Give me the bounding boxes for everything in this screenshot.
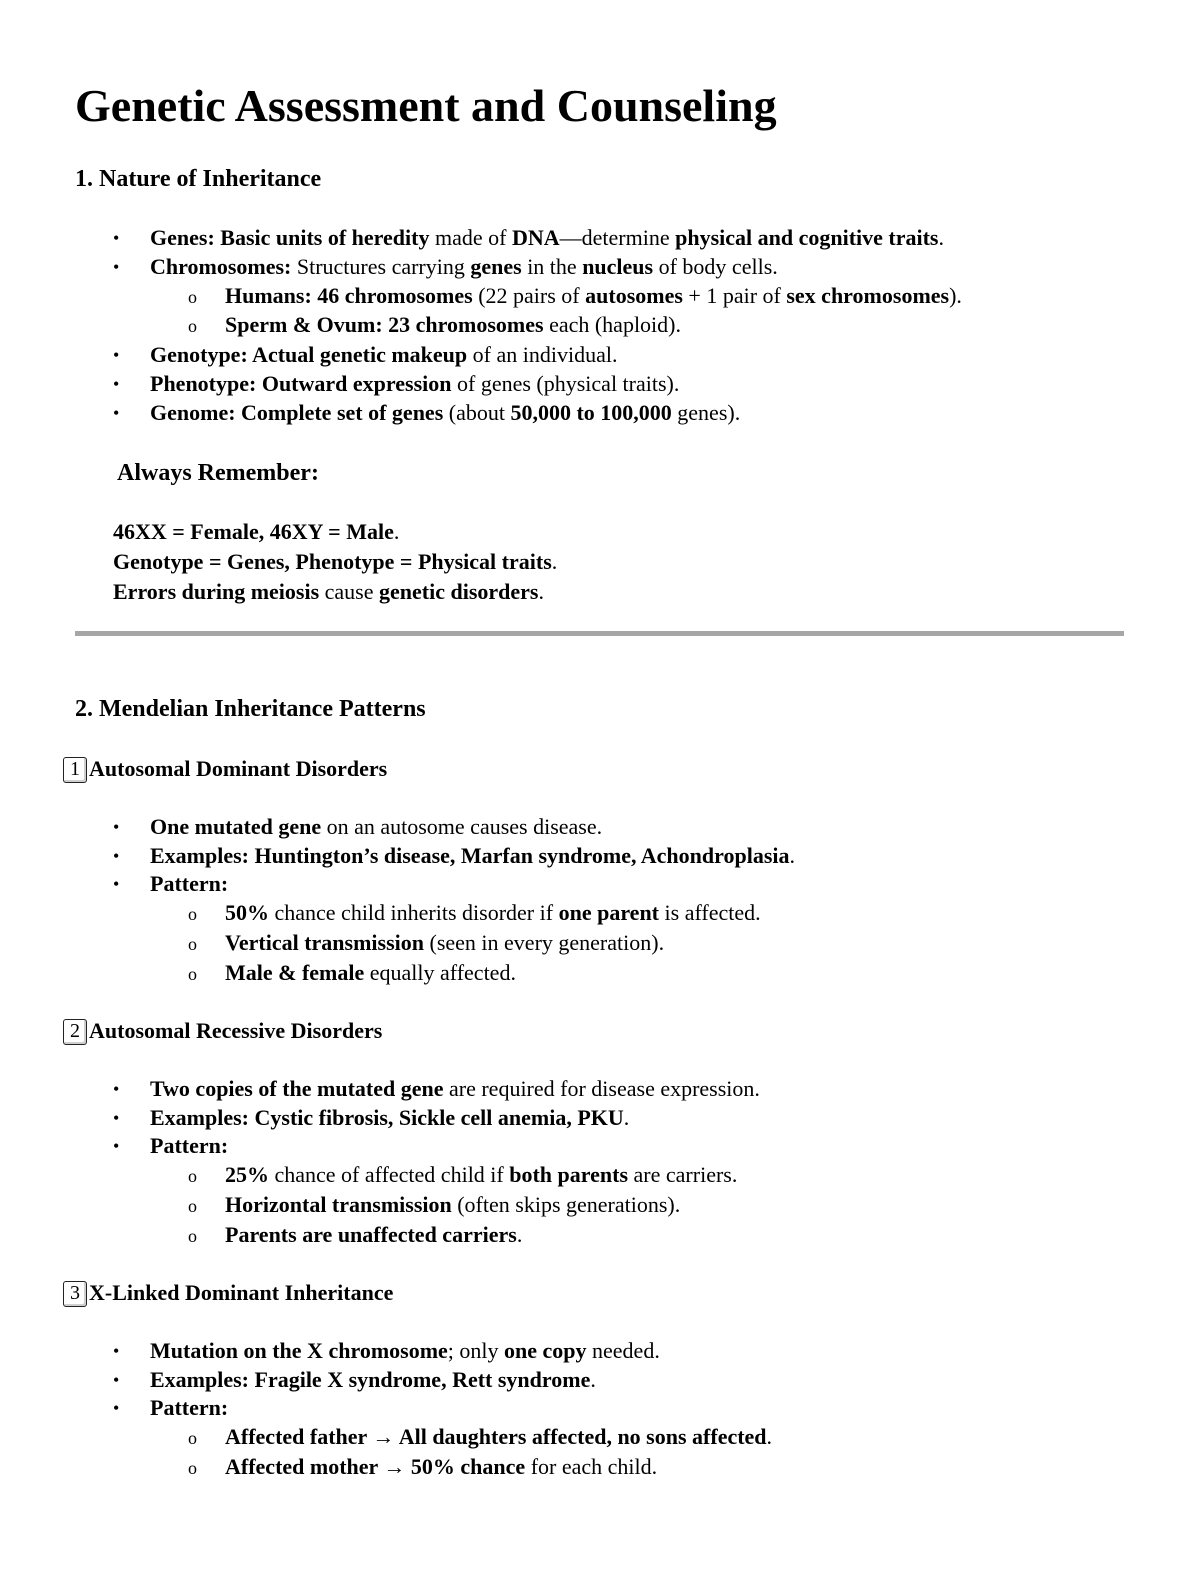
- list-item: [225, 1161, 737, 1189]
- bold-text: Errors during meiosis: [113, 579, 320, 604]
- bold-text: sex chromosomes: [786, 283, 950, 308]
- list-item: [150, 1337, 660, 1365]
- list-item: [150, 1104, 629, 1132]
- text: ; only: [447, 1338, 505, 1363]
- bold-text: Horizontal transmission: [225, 1192, 452, 1217]
- bullet-marker: •: [113, 874, 120, 894]
- bullet-marker: •: [113, 345, 120, 365]
- number-box-icon: 2: [63, 1019, 87, 1045]
- text: (about: [443, 400, 511, 425]
- list-item: [225, 1191, 680, 1219]
- bold-text: Genome: Complete set of genes: [150, 400, 444, 425]
- text: (seen in every generation).: [424, 930, 665, 955]
- text: .: [393, 519, 400, 544]
- bullet-marker: •: [113, 1370, 120, 1390]
- text: ).: [949, 283, 962, 308]
- bold-text: Affected father → All daughters affected, no sons affected: [225, 1424, 767, 1449]
- text: .: [516, 1222, 523, 1247]
- list-item: [150, 253, 778, 281]
- subsection-title: Autosomal Dominant Disorders: [89, 756, 388, 781]
- text: made of: [429, 225, 512, 250]
- bold-text: Examples: Cystic fibrosis, Sickle cell anemia, PKU: [150, 1105, 624, 1130]
- bullet-marker: •: [113, 1398, 120, 1418]
- bold-text: DNA: [511, 225, 560, 250]
- sub-bullet-marker: o: [188, 1166, 197, 1186]
- bold-text: autosomes: [585, 283, 683, 308]
- bullet-marker: •: [113, 846, 120, 866]
- sub-bullet-marker: o: [188, 1428, 197, 1448]
- bullet-marker: •: [113, 1341, 120, 1361]
- bold-text: Parents are unaffected carriers: [225, 1222, 517, 1247]
- bullet-marker: •: [113, 374, 120, 394]
- text: of an individual.: [467, 342, 618, 367]
- text: .: [938, 225, 944, 250]
- bold-text: genetic disorders: [379, 579, 539, 604]
- bold-text: 46XX = Female, 46XY = Male: [113, 519, 394, 544]
- sub-bullet-marker: o: [188, 934, 197, 954]
- sub-bullet-marker: o: [188, 904, 197, 924]
- list-item: [150, 1394, 228, 1422]
- document-title: Genetic Assessment and Counseling: [75, 80, 777, 131]
- bold-text: 50%: [225, 900, 269, 925]
- text: + 1 pair of: [682, 283, 787, 308]
- bold-text: Pattern:: [150, 1395, 229, 1420]
- list-item: [225, 1453, 657, 1481]
- remember-heading: Always Remember:: [117, 460, 319, 486]
- bullet-marker: •: [113, 817, 120, 837]
- sub-bullet-marker: o: [188, 964, 197, 984]
- bold-text: Genotype: Actual genetic makeup: [150, 342, 468, 367]
- bullet-marker: •: [113, 1108, 120, 1128]
- bold-text: Genotype = Genes, Phenotype = Physical traits: [113, 549, 552, 574]
- number-box-icon: 3: [63, 1281, 87, 1307]
- bullet-marker: •: [113, 1136, 120, 1156]
- number-box-icon: 1: [63, 757, 87, 783]
- list-item: [150, 1075, 760, 1103]
- text: (22 pairs of: [472, 283, 586, 308]
- text: is affected.: [659, 900, 761, 925]
- bold-text: Sperm & Ovum: 23 chromosomes: [225, 312, 544, 337]
- list-item: [225, 959, 516, 987]
- text: .: [590, 1367, 596, 1392]
- bullet-marker: •: [113, 1079, 120, 1099]
- text: .: [551, 549, 558, 574]
- bold-text: physical and cognitive traits: [675, 225, 939, 250]
- bold-text: Examples: Fragile X syndrome, Rett syndrome: [150, 1367, 591, 1392]
- bullet-marker: •: [113, 403, 120, 423]
- bold-text: nucleus: [582, 254, 654, 279]
- text: (often skips generations).: [451, 1192, 681, 1217]
- text: of body cells.: [653, 254, 778, 279]
- bold-text: Male & female: [225, 960, 365, 985]
- bold-text: One mutated gene: [150, 814, 322, 839]
- text: in the: [521, 254, 583, 279]
- bold-text: genes: [470, 254, 522, 279]
- bold-text: Vertical transmission: [225, 930, 425, 955]
- section-2-heading: 2. Mendelian Inheritance Patterns: [75, 696, 426, 722]
- bold-text: Pattern:: [150, 1133, 229, 1158]
- text: are carriers.: [628, 1162, 738, 1187]
- text: .: [623, 1105, 630, 1130]
- list-item: [150, 1366, 596, 1394]
- remember-line: [113, 548, 557, 576]
- bold-text: Mutation on the X chromosome: [150, 1338, 448, 1363]
- list-item: [225, 929, 664, 957]
- sub-bullet-marker: o: [188, 1226, 197, 1246]
- text: each (haploid).: [543, 312, 681, 337]
- bold-text: one parent: [558, 900, 660, 925]
- subsection-heading: [63, 755, 387, 783]
- text: chance child inherits disorder if: [269, 900, 559, 925]
- bold-text: Two copies of the mutated gene: [150, 1076, 444, 1101]
- list-item: [225, 311, 681, 339]
- list-item: [150, 1132, 228, 1160]
- text: equally affected.: [364, 960, 516, 985]
- bullet-marker: •: [113, 228, 120, 248]
- remember-line: [113, 518, 399, 546]
- bold-text: Pattern:: [150, 871, 229, 896]
- bold-text: 50,000 to 100,000: [510, 400, 672, 425]
- sub-bullet-marker: o: [188, 316, 197, 336]
- subsection-heading: [63, 1279, 393, 1307]
- text: of genes (physical traits).: [451, 371, 680, 396]
- list-item: [225, 1221, 522, 1249]
- list-item: [150, 842, 795, 870]
- bold-text: 25%: [225, 1162, 269, 1187]
- list-item: [225, 1423, 772, 1451]
- list-item: [225, 899, 761, 927]
- horizontal-divider: [75, 631, 1124, 636]
- bold-text: Genes: Basic units of heredity: [150, 225, 430, 250]
- remember-line: [113, 578, 544, 606]
- subsection-heading: [63, 1017, 382, 1045]
- list-item: [150, 370, 679, 398]
- text: Structures carrying: [291, 254, 471, 279]
- text: cause: [319, 579, 380, 604]
- bullet-marker: •: [113, 257, 120, 277]
- text: —determine: [559, 225, 676, 250]
- bold-text: Humans: 46 chromosomes: [225, 283, 473, 308]
- list-item: [150, 870, 228, 898]
- text: .: [766, 1424, 773, 1449]
- bold-text: Affected mother → 50% chance: [225, 1454, 526, 1479]
- text: needed.: [586, 1338, 660, 1363]
- section-1-heading: 1. Nature of Inheritance: [75, 166, 322, 192]
- text: .: [538, 579, 544, 604]
- list-item: [150, 341, 617, 369]
- text: chance of affected child if: [269, 1162, 510, 1187]
- bold-text: Examples: Huntington’s disease, Marfan syndrome, Achondroplasia: [150, 843, 790, 868]
- list-item: [225, 282, 962, 310]
- list-item: [150, 224, 944, 252]
- bold-text: Chromosomes:: [150, 254, 292, 279]
- sub-bullet-marker: o: [188, 1458, 197, 1478]
- list-item: [150, 813, 602, 841]
- text: on an autosome causes disease.: [321, 814, 603, 839]
- text: .: [789, 843, 796, 868]
- list-item: [150, 399, 740, 427]
- sub-bullet-marker: o: [188, 287, 197, 307]
- subsection-title: Autosomal Recessive Disorders: [89, 1018, 383, 1043]
- subsection-title: X-Linked Dominant Inheritance: [89, 1280, 394, 1305]
- bold-text: one copy: [504, 1338, 587, 1363]
- bold-text: Phenotype: Outward expression: [150, 371, 452, 396]
- text: genes).: [671, 400, 741, 425]
- text: are required for disease expression.: [443, 1076, 760, 1101]
- bold-text: both parents: [509, 1162, 629, 1187]
- sub-bullet-marker: o: [188, 1196, 197, 1216]
- text: for each child.: [525, 1454, 658, 1479]
